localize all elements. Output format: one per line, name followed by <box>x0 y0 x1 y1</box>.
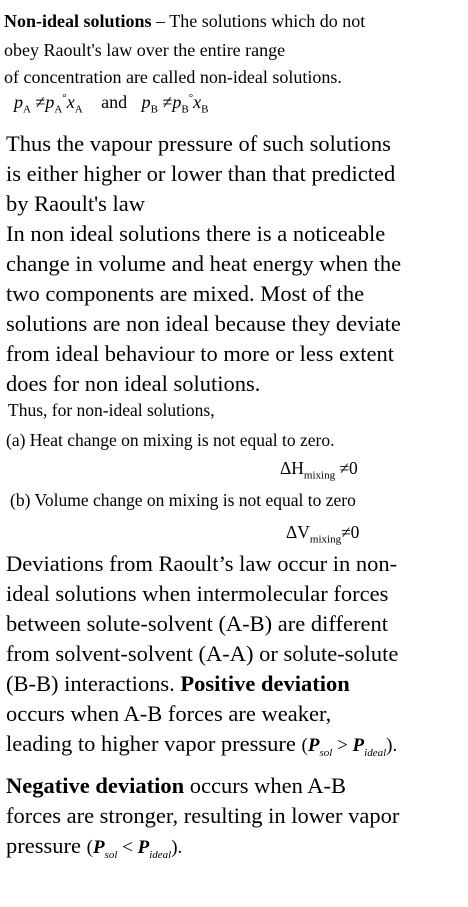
para2-line-3: between solute-solvent (A-B) are different <box>6 611 388 636</box>
para1-line-8: from ideal behaviour to more or less extent <box>6 341 395 366</box>
delta-h-equation: $\Delta H_{mixing} \ne 0$ <box>280 458 358 482</box>
para2-line-1: Deviations from Raoult’s law occur in non- <box>6 551 398 576</box>
para2-line-5: (B-B) interactions. Positive deviation <box>6 671 350 696</box>
negative-deviation-term: Negative deviation <box>6 773 185 798</box>
condition-b: (b) Volume change on mixing is not equal to zero <box>10 490 356 510</box>
raoult-inequality-formula: $p_A \ne p_A^\circ x_A$ and $p_B \ne p_B^\circ x_B$ <box>14 92 209 116</box>
positive-deviation-term: Positive deviation <box>180 671 350 696</box>
condition-a: (a) Heat change on mixing is not equal to zero. <box>6 430 335 450</box>
para1-line-3: by Raoult's law <box>6 191 146 216</box>
intro-line-2: obey Raoult's law over the entire range <box>4 40 286 60</box>
conditions-intro: Thus, for non-ideal solutions, <box>8 400 215 420</box>
para2-line-6: occurs when A-B forces are weaker, <box>6 701 332 726</box>
para2-line-4: from solvent-solvent (A-A) or solute-solute <box>6 641 399 666</box>
intro-line-1: Non-ideal solutions – The solutions which do not <box>4 11 366 31</box>
para1-line-2: is either higher or lower than that predicted <box>6 161 396 186</box>
heading-non-ideal: Non-ideal solutions <box>4 11 152 31</box>
para2-line-7: leading to higher vapor pressure $(P_{sol} > P_{ideal})$. <box>6 731 398 759</box>
positive-deviation-equation: $(P_{sol} > P_{ideal})$. <box>301 735 398 759</box>
delta-v-equation: $\Delta V_{mixing}\ne 0$ <box>286 522 360 546</box>
para1-line-9: does for non ideal solutions. <box>6 371 261 396</box>
para1-line-4: In non ideal solutions there is a noticeable <box>6 221 386 246</box>
negative-deviation-equation: $(P_{sol} < P_{ideal})$. <box>86 837 183 861</box>
intro-line-3: of concentration are called non-ideal solutions. <box>4 67 342 87</box>
para1-line-5: change in volume and heat energy when the <box>6 251 402 276</box>
para2-line-2: ideal solutions when intermolecular forces <box>6 581 389 606</box>
para3-line-3: pressure $(P_{sol} < P_{ideal})$. <box>6 833 183 861</box>
para3-line-2: forces are stronger, resulting in lower vapor <box>6 803 400 828</box>
para1-line-6: two components are mixed. Most of the <box>6 281 365 306</box>
para1-line-7: solutions are non ideal because they deviate <box>6 311 401 336</box>
para1-line-1: Thus the vapour pressure of such solutions <box>6 131 391 156</box>
para3-line-1: Negative deviation occurs when A-B <box>6 773 346 798</box>
